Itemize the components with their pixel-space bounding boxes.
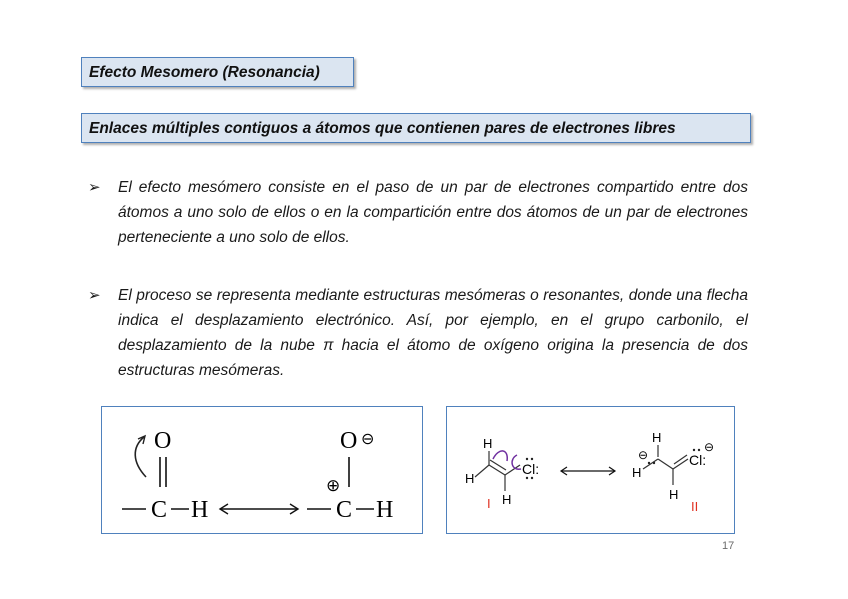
vinyl-chloride-resonance-figure	[446, 406, 735, 534]
double-bond-a-I	[489, 465, 505, 475]
carbonyl-diagram	[102, 407, 422, 533]
carbon-atom-right: C	[336, 497, 353, 523]
bond-h2-c-I	[475, 465, 489, 477]
page-number: 17	[722, 540, 735, 552]
curved-arrow-icon	[135, 437, 146, 477]
carbon-atom-left: C	[151, 497, 168, 523]
bullet-arrow-icon: ➢	[88, 287, 101, 304]
hydrogen-left-I: H	[465, 471, 475, 486]
chlorine-atom-II: Cl:	[689, 452, 707, 468]
chlorine-atom-I: Cl:	[522, 461, 540, 477]
bullet-text-1: El efecto mesómero consiste en el paso de un par de electrones compartido entre dos átomos a uno solo de ellos o en la compartición entre dos átomos de un par de electrones perteneciente a uno solo de ellos.	[118, 179, 748, 246]
slide-subtitle: Enlaces múltiples contiguos a átomos que contienen pares de electrones libres	[81, 113, 751, 143]
hydrogen-left-II: H	[632, 465, 642, 480]
hydrogen-bottom-II: H	[669, 487, 679, 502]
minus-charge-icon: ⊖	[361, 431, 375, 448]
oxygen-atom-right: O	[340, 428, 358, 454]
bullet-item-2	[88, 283, 748, 383]
double-bond-b-II	[674, 455, 687, 464]
hydrogen-top-I: H	[483, 436, 493, 451]
vinyl-chloride-diagram	[447, 407, 734, 533]
minus-charge-right-icon: ⊖	[704, 440, 715, 454]
hydrogen-bottom-I: H	[502, 492, 512, 507]
curved-arrow-pi-icon	[493, 451, 507, 461]
carbonyl-resonance-figure	[101, 406, 423, 534]
hydrogen-top-II: H	[652, 430, 662, 445]
double-bond-b-I	[490, 460, 506, 470]
oxygen-atom-left: O	[154, 428, 172, 454]
hydrogen-atom-left: H	[191, 497, 209, 523]
minus-charge-left-icon: ⊖	[638, 448, 649, 462]
label-II: II	[691, 499, 699, 514]
bond-c-c-II	[658, 459, 673, 469]
hydrogen-atom-right: H	[376, 497, 394, 523]
bullet-arrow-icon: ➢	[88, 179, 101, 196]
label-I: I	[487, 496, 491, 511]
bullet-item-1	[88, 175, 748, 250]
slide-title: Efecto Mesomero (Resonancia)	[81, 57, 354, 87]
plus-charge-icon: ⊕	[326, 476, 341, 495]
double-bond-a-II	[673, 459, 688, 469]
bullet-text-2: El proceso se representa mediante estructuras mesómeras o resonantes, donde una flecha indica el desplazamiento electrónico. Así, por ejemplo, en el grupo carbonilo, el desplazamiento de la nube π hacia el átomo de oxígeno origina la presencia de dos estructuras mesómeras.	[118, 287, 748, 379]
